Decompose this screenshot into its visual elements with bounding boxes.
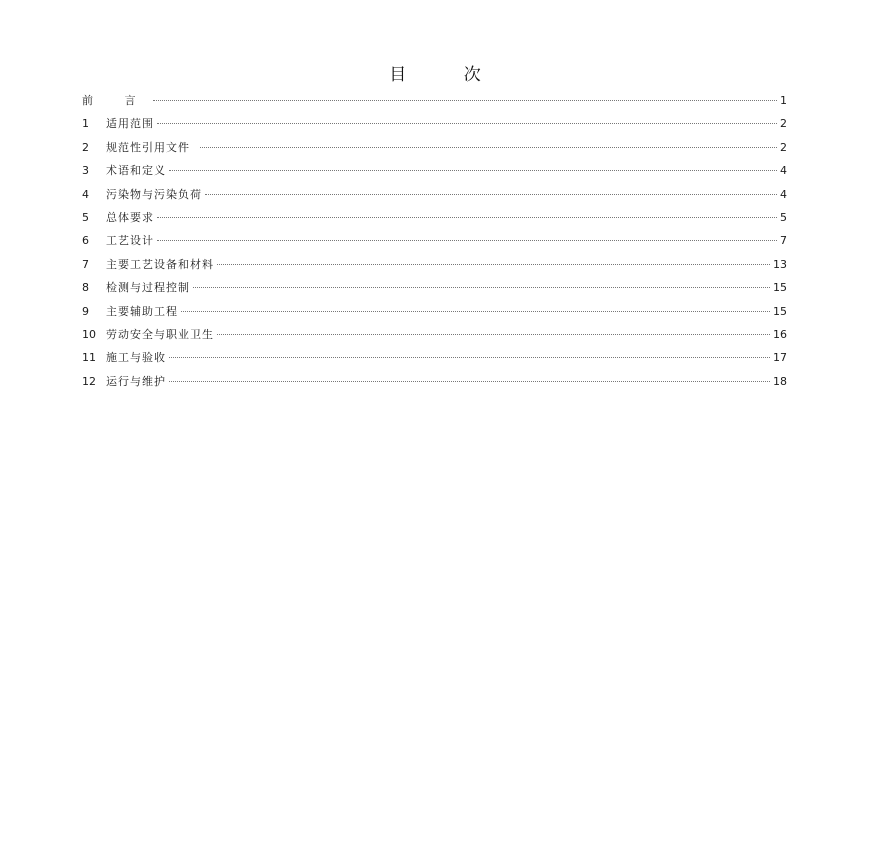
toc-entry-text: 术语和定义 <box>106 164 166 178</box>
toc-leader-dots <box>181 311 770 312</box>
toc-entry-number: 11 <box>82 351 96 365</box>
toc-leader-dots <box>169 357 770 358</box>
toc-entry[interactable] <box>82 183 787 206</box>
toc-entry-page: 13 <box>773 257 787 271</box>
toc-entry-number: 12 <box>82 374 96 388</box>
toc-leader-dots <box>217 264 770 265</box>
toc-entry[interactable] <box>82 276 787 299</box>
toc-leader-dots <box>157 123 777 124</box>
toc-entry-text: 适用范围 <box>106 117 154 131</box>
toc-entry-text: 主要辅助工程 <box>106 304 178 318</box>
toc-entry-text: 主要工艺设备和材料 <box>106 257 214 271</box>
toc-entry-number: 2 <box>82 140 89 154</box>
toc-leader-dots <box>153 100 778 101</box>
toc-entry-number: 8 <box>82 281 89 295</box>
toc-entry-text: 施工与验收 <box>106 351 166 365</box>
toc-entry-page: 15 <box>773 281 787 295</box>
toc-entry[interactable] <box>82 229 787 252</box>
toc-entry-page: 4 <box>780 187 787 201</box>
toc-leader-dots <box>205 194 777 195</box>
toc-entry[interactable] <box>82 253 787 276</box>
toc-entry[interactable] <box>82 136 787 159</box>
toc-entry-number: 6 <box>82 234 89 248</box>
toc-title: 目 次 <box>389 65 507 85</box>
toc-entry-number: 3 <box>82 164 89 178</box>
toc-entry-page: 1 <box>780 94 787 107</box>
toc-entry[interactable] <box>82 323 787 346</box>
toc-entry-number: 1 <box>82 117 89 131</box>
toc-entry-text: 劳动安全与职业卫生 <box>106 327 214 341</box>
toc-leader-dots <box>217 334 770 335</box>
toc-entry-page: 4 <box>780 164 787 178</box>
toc-leader-dots <box>169 381 770 382</box>
toc-entry-page: 5 <box>780 210 787 224</box>
toc-entry-text: 规范性引用文件 <box>106 140 190 154</box>
toc-entry-text: 运行与维护 <box>106 374 166 388</box>
toc-leader-dots <box>157 240 777 241</box>
toc-entry-number: 4 <box>82 187 89 201</box>
toc-leader-dots <box>193 287 770 288</box>
toc-entry-text: 检测与过程控制 <box>106 281 190 295</box>
toc-entry[interactable] <box>82 112 787 135</box>
toc-list <box>82 89 787 393</box>
toc-entry-page: 7 <box>780 234 787 248</box>
toc-entry-page: 16 <box>773 327 787 341</box>
toc-entry[interactable] <box>82 159 787 182</box>
toc-entry-page: 18 <box>773 374 787 388</box>
toc-entry-text: 前 言 <box>82 94 150 107</box>
toc-entry-page: 2 <box>780 140 787 154</box>
toc-entry[interactable] <box>82 206 787 229</box>
toc-leader-dots <box>169 170 777 171</box>
toc-entry-number: 10 <box>82 327 96 341</box>
toc-entry-page: 17 <box>773 351 787 365</box>
toc-entry-number: 9 <box>82 304 89 318</box>
toc-entry-page: 2 <box>780 117 787 131</box>
toc-entry-number: 5 <box>82 210 89 224</box>
toc-leader-dots <box>157 217 777 218</box>
toc-entry[interactable] <box>82 370 787 393</box>
toc-entry-text: 污染物与污染负荷 <box>106 187 202 201</box>
toc-entry[interactable] <box>82 346 787 369</box>
toc-entry-page: 15 <box>773 304 787 318</box>
toc-entry-text: 总体要求 <box>106 210 154 224</box>
toc-entry-text: 工艺设计 <box>106 234 154 248</box>
toc-leader-dots <box>200 147 777 148</box>
toc-entry-preface[interactable] <box>82 89 787 112</box>
toc-entry-number: 7 <box>82 257 89 271</box>
toc-entry[interactable] <box>82 300 787 323</box>
